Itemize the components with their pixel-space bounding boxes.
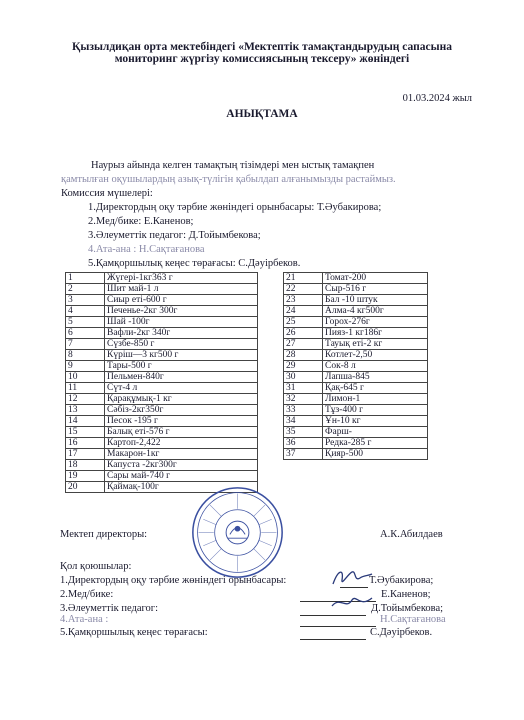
row-number: 33 [284,405,323,416]
handwritten-signature-3 [330,594,375,612]
signature-role-1: 1.Директордың оқу тәрбие жөніндегі орынбасары: [60,575,287,586]
intro-line-2: қамтылған оқушылардың азық-түлігін қабылдап алғанымызды растаймыз. [61,174,396,185]
director-name: А.К.Абилдаев [380,529,443,540]
product-item: Сыр-516 г [323,284,428,295]
row-number: 37 [284,449,323,460]
products-table-left [65,272,258,493]
document-date: 01.03.2024 жыл [402,93,472,104]
product-item: Редка-285 г [323,438,428,449]
title-line-2: мониторинг жүргізу комиссиясының тексеру» жөніндегі [114,53,410,65]
table-row [66,460,258,471]
signature-name-2: Е.Каненов; [381,589,431,600]
signature-line-5 [300,638,366,640]
school-stamp [190,485,285,580]
table-row [284,405,428,416]
table-row [284,350,428,361]
row-number: 18 [66,460,105,471]
row-number: 3 [66,295,105,306]
member-4: 4.Ата-ана : Н.Сақтағанова [88,244,205,255]
signature-name-5: С.Дәуірбеков. [370,627,433,638]
row-number: 7 [66,339,105,350]
product-item: Капуста -2кг300г [105,460,258,471]
table-row [66,427,258,438]
product-item: Күріш—3 кг500 г [105,350,258,361]
table-row [66,350,258,361]
row-number: 24 [284,306,323,317]
product-item: Печенье-2кг 300г [105,306,258,317]
product-item: Пельмен-840г [105,372,258,383]
title-line-1: Қызылдиқан орта мектебіндегі «Мектептік тамақтандырудың сапасына [72,41,452,53]
table-row [66,295,258,306]
product-item: Котлет-2,50 [323,350,428,361]
table-row [66,394,258,405]
product-item: Ұн-10 кг [323,416,428,427]
table-row [66,339,258,350]
products-table-right [283,272,428,460]
signature-role-3: 3.Әлеуметтік педагог: [60,603,158,614]
row-number: 9 [66,361,105,372]
table-row [66,405,258,416]
product-item: Пияз-1 кг186г [323,328,428,339]
table-row [66,273,258,284]
signature-role-2: 2.Мед/бике: [60,589,114,600]
row-number: 27 [284,339,323,350]
table-row [66,438,258,449]
product-item: Песок -195 г [105,416,258,427]
signature-role-4: 4.Ата-ана : [60,614,109,625]
row-number: 34 [284,416,323,427]
table-row [66,416,258,427]
signature-name-1: Т.Әубакирова; [369,575,434,586]
table-row [284,339,428,350]
row-number: 11 [66,383,105,394]
product-item: Тауық еті-2 кг [323,339,428,350]
product-item: Горох-276г [323,317,428,328]
product-item: Қияр-500 [323,449,428,460]
table-row [284,306,428,317]
table-row [66,317,258,328]
row-number: 31 [284,383,323,394]
product-item: Қақ-645 г [323,383,428,394]
row-number: 16 [66,438,105,449]
row-number: 32 [284,394,323,405]
table-row [66,449,258,460]
product-item: Сок-8 л [323,361,428,372]
product-item: Макарон-1кг [105,449,258,460]
product-item: Бал -10 штук [323,295,428,306]
product-item: Лапша-845 [323,372,428,383]
row-number: 28 [284,350,323,361]
table-row [284,295,428,306]
product-item: Сәбіз-2кг350г [105,405,258,416]
table-row [284,438,428,449]
table-row [66,372,258,383]
row-number: 6 [66,328,105,339]
product-item: Сүт-4 л [105,383,258,394]
row-number: 30 [284,372,323,383]
product-item: Қарақұмық-1 кг [105,394,258,405]
table-row [284,273,428,284]
row-number: 14 [66,416,105,427]
row-number: 10 [66,372,105,383]
row-number: 1 [66,273,105,284]
signature-name-4: Н.Сақтағанова [380,614,446,625]
product-item: Жүгері-1кг363 г [105,273,258,284]
intro-line-3: Комиссия мүшелері: [61,188,153,199]
table-row [284,427,428,438]
product-item: Тары-500 г [105,361,258,372]
table-row [284,394,428,405]
product-item: Шит май-1 л [105,284,258,295]
row-number: 26 [284,328,323,339]
row-number: 5 [66,317,105,328]
document-type: АНЫҚТАМА [226,108,298,120]
row-number: 29 [284,361,323,372]
row-number: 8 [66,350,105,361]
product-item: Томат-200 [323,273,428,284]
handwritten-signature-1 [330,566,375,588]
product-item: Балық еті-576 г [105,427,258,438]
product-item: Вафли-2кг 340г [105,328,258,339]
table-row [66,328,258,339]
row-number: 15 [66,427,105,438]
row-number: 25 [284,317,323,328]
director-label: Мектеп директоры: [60,529,148,540]
row-number: 20 [66,482,105,493]
table-row [66,471,258,482]
signature-line-3 [300,614,366,616]
product-item: Алма-4 кг500г [323,306,428,317]
row-number: 12 [66,394,105,405]
row-number: 21 [284,273,323,284]
signature-line-4 [300,625,376,627]
product-item: Қаймақ-100г [105,482,258,493]
member-5: 5.Қамқоршылық кеңес төрағасы: С.Дәуірбеков. [88,258,301,269]
row-number: 23 [284,295,323,306]
product-item: Тұз-400 г [323,405,428,416]
member-3: 3.Әлеуметтік педагог: Д.Тойымбекова; [88,230,261,241]
product-item: Шай -100г [105,317,258,328]
row-number: 2 [66,284,105,295]
product-item: Фарш- [323,427,428,438]
member-1: 1.Директордың оқу тәрбие жөніндегі орынбасары: Т.Әубакирова; [88,202,382,213]
row-number: 36 [284,438,323,449]
row-number: 19 [66,471,105,482]
table-row [66,284,258,295]
table-row [284,372,428,383]
row-number: 35 [284,427,323,438]
product-item: Сары май-740 г [105,471,258,482]
table-row [66,383,258,394]
row-number: 17 [66,449,105,460]
signatures-heading: Қол қоюшылар: [60,561,132,572]
signature-name-3: Д.Тойымбекова; [371,603,444,614]
row-number: 13 [66,405,105,416]
product-item: Картоп-2,422 [105,438,258,449]
member-2: 2.Мед/бике: Е.Каненов; [88,216,194,227]
table-row [284,416,428,427]
product-item: Лимон-1 [323,394,428,405]
table-row [284,449,428,460]
signature-role-5: 5.Қамқоршылық кеңес төрағасы: [60,627,208,638]
table-row [284,328,428,339]
table-row [66,306,258,317]
row-number: 4 [66,306,105,317]
row-number: 22 [284,284,323,295]
product-item: Сиыр еті-600 г [105,295,258,306]
intro-line-1: Наурыз айында келген тамақтың тізімдері мен ыстық тамақпен [91,160,375,171]
table-row [284,284,428,295]
table-row [284,361,428,372]
product-item: Сүзбе-850 г [105,339,258,350]
table-row [284,383,428,394]
table-row [284,317,428,328]
table-row [66,361,258,372]
